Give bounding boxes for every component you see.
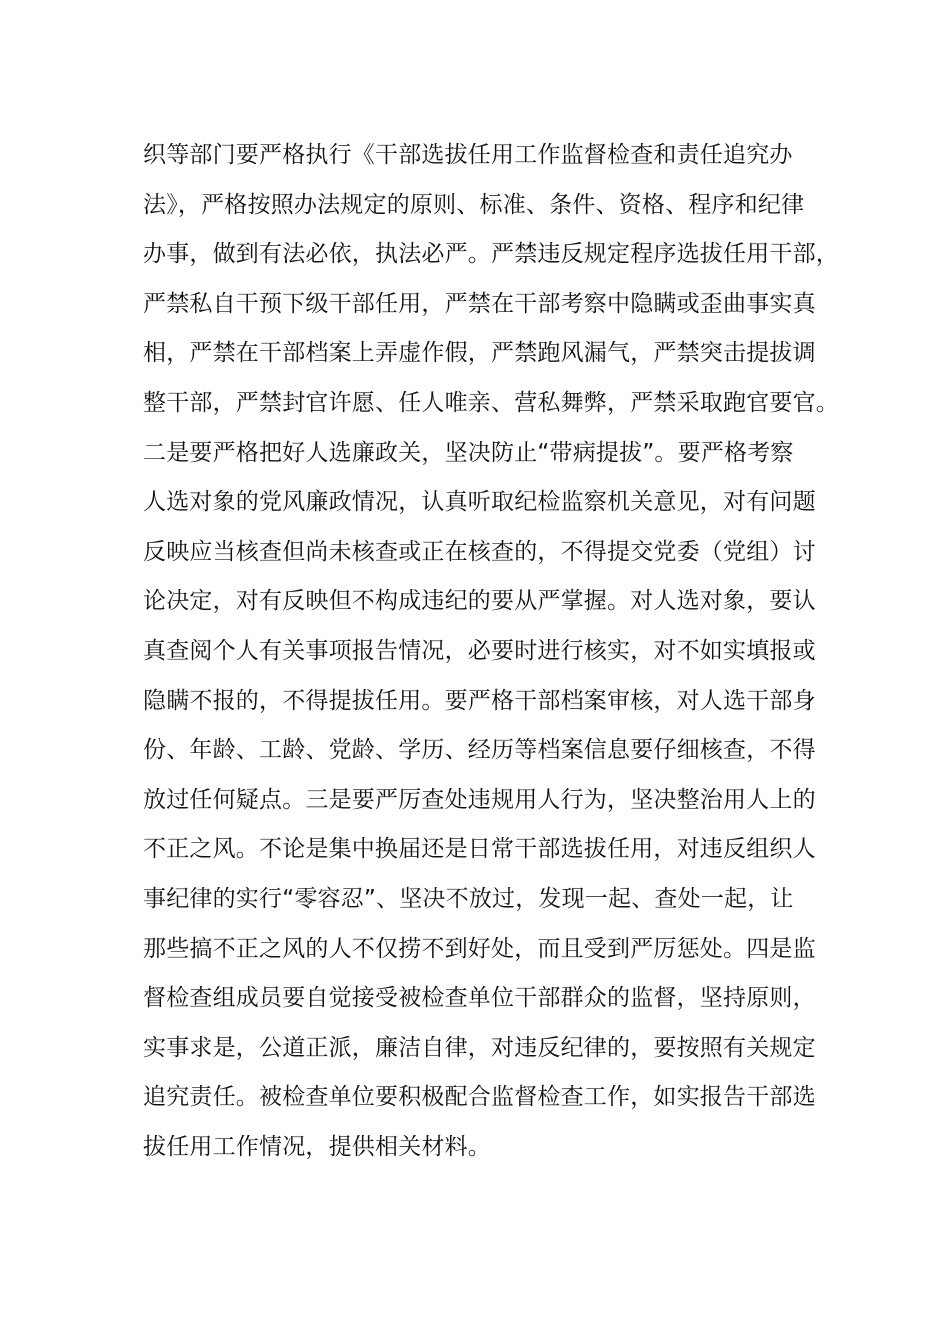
text-line: 实事求是，公道正派，廉洁自律，对违反纪律的，要按照有关规定 [143, 1034, 816, 1061]
text-line: 法》，严格按照办法规定的原则、标准、条件、资格、程序和纪律 [143, 191, 805, 218]
text-line: 督检查组成员要自觉接受被检查单位干部群众的监督，坚持原则， [143, 985, 816, 1012]
text-line: 那些搞不正之风的人不仅捞不到好处，而且受到严厉惩处。四是监 [143, 935, 816, 962]
text-line: 真查阅个人有关事项报告情况，必要时进行核实，对不如实填报或 [143, 637, 816, 664]
text-line: 二是要严格把好人选廉政关，坚决防止“带病提拔”。要严格考察 [143, 439, 794, 466]
text-line: 办事，做到有法必依，执法必严。严禁违反规定程序选拔任用干部， [143, 241, 839, 268]
text-line: 相，严禁在干部档案上弄虚作假，严禁跑风漏气，严禁突击提拔调 [143, 340, 816, 367]
text-line: 严禁私自干预下级干部任用，严禁在干部考察中隐瞒或歪曲事实真 [143, 290, 816, 317]
text-line: 整干部，严禁封官许愿、任人唯亲、营私舞弊，严禁采取跑官要官。 [143, 389, 839, 416]
text-line: 人选对象的党风廉政情况，认真听取纪检监察机关意见，对有问题 [143, 489, 816, 516]
text-line: 反映应当核查但尚未核查或正在核查的，不得提交党委（党组）讨 [143, 538, 816, 565]
body-text [143, 131, 839, 1172]
text-line: 事纪律的实行“零容忍”、坚决不放过，发现一起、查处一起，让 [143, 885, 794, 912]
text-line: 拔任用工作情况，提供相关材料。 [143, 1133, 491, 1160]
text-line: 追究责任。被检查单位要积极配合监督检查工作，如实报告干部选 [143, 1084, 816, 1111]
text-line: 放过任何疑点。三是要严厉查处违规用人行为，坚决整治用人上的 [143, 786, 816, 813]
text-line: 织等部门要严格执行《干部选拔任用工作监督检查和责任追究办 [143, 142, 793, 168]
text-line: 不正之风。不论是集中换届还是日常干部选拔任用，对违反组织人 [143, 836, 816, 863]
text-line: 论决定，对有反映但不构成违纪的要从严掌握。对人选对象，要认 [143, 588, 816, 615]
text-line: 份、年龄、工龄、党龄、学历、经历等档案信息要仔细核查，不得 [143, 737, 816, 764]
text-line: 隐瞒不报的，不得提拔任用。要严格干部档案审核，对人选干部身 [143, 687, 816, 714]
